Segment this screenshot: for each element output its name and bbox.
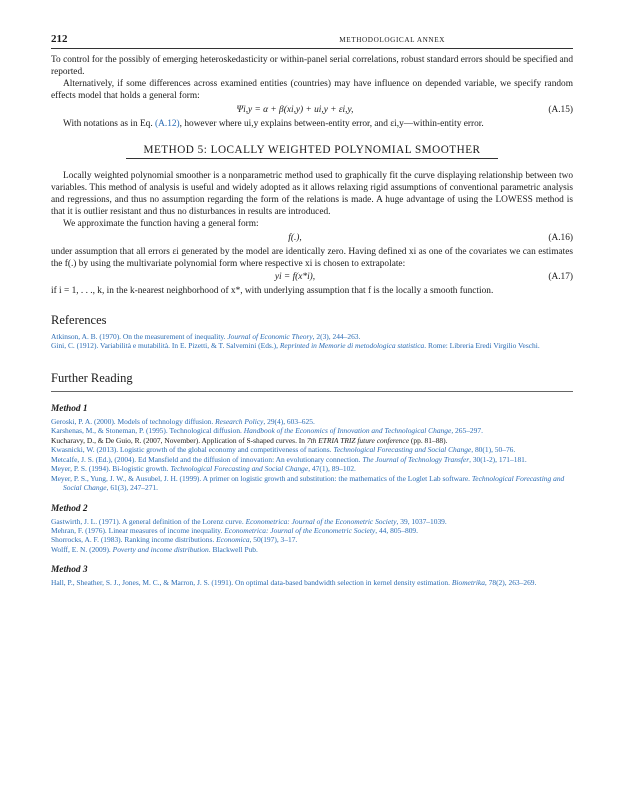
reading-rest: , 47(1), 89–102. <box>308 464 356 474</box>
reading-text: Meyer, P. S., Yung, J. W., & Ausubel, J. H. (1999). A primer on logistic growth and substitution: the mathematics of the Loglet Lab software. <box>51 473 472 483</box>
reading-rest: , 265–297. <box>451 426 483 436</box>
reading-item[interactable] <box>51 464 573 473</box>
reading-text: Kwasnicki, W. (2013). Logistic growth of the global economy and competitiveness of nations. <box>51 445 334 455</box>
reference-rest: , 2(3), 244–263. <box>312 332 361 342</box>
equation-a15 <box>51 103 573 118</box>
method5-paragraph-4: if i = 1, . . ., k, in the k-nearest neighborhood of x*, with underlying assumption that f is the locally a smooth function. <box>51 285 494 296</box>
equation-a16 <box>51 231 573 246</box>
reading-text: Geroski, P. A. (2000). Models of technology diffusion. <box>51 416 216 426</box>
equation-a16-number: (A.16) <box>548 233 573 244</box>
reading-item[interactable] <box>51 455 573 464</box>
equation-a17-expression: yi = f(x*i), <box>274 272 316 283</box>
reading-journal: Technological Forecasting and Social Change <box>333 445 472 455</box>
reading-item[interactable] <box>51 545 573 554</box>
further-reading-rule <box>51 391 573 392</box>
reading-rest: , 44, 805–809. <box>375 526 418 536</box>
reading-journal: Technological Forecasting and Social Change <box>63 473 565 493</box>
reading-item[interactable] <box>51 426 573 435</box>
running-head <box>51 33 573 47</box>
page-number: 212 <box>51 33 68 45</box>
method-2-heading: Method 2 <box>51 503 88 514</box>
equation-a17-number: (A.17) <box>548 272 573 283</box>
running-title: METHODOLOGICAL ANNEX <box>339 36 445 44</box>
equation-a16-expression: f(.), <box>288 233 302 244</box>
reading-journal: Econometrica: Journal of the Econometric Society <box>245 516 397 526</box>
reading-text: Kucharavy, D., & De Guio, R. (2007, November). Application of S-shaped curves. In <box>51 435 307 445</box>
reference-journal: Reprinted in Memorie di metodologica statistica <box>279 341 425 351</box>
reading-text: Wolff, E. N. (2009). <box>51 544 113 554</box>
reading-journal: Research Policy <box>215 416 264 426</box>
reference-text: Atkinson, A. B. (1970). On the measurement of inequality. <box>51 332 228 342</box>
reading-text: Shorrocks, A. F. (1983). Ranking income distributions. <box>51 535 217 545</box>
reading-text: Metcalfe, J. S. (Ed.), (2004). Ed Mansfield and the diffusion of innovation: An evolutionary connection. <box>51 454 363 464</box>
further-reading-heading: Further Reading <box>51 370 133 385</box>
references-heading: References <box>51 313 107 328</box>
reading-journal: The Journal of Technology Transfer <box>362 454 470 464</box>
method5-paragraph-2: We approximate the function having a general form: <box>63 219 259 230</box>
reading-item[interactable] <box>51 417 573 426</box>
reading-journal: Econometrica: Journal of the Econometric Society <box>224 526 376 536</box>
method5-title-rule <box>126 158 498 159</box>
header-rule <box>51 48 573 49</box>
intro-paragraph-2: Alternatively, if some differences across examined entities (countries) may have influence on depended variable, we specify random effects model that holds a general form: <box>51 79 573 102</box>
reading-rest: , 61(3), 247–271. <box>106 483 159 493</box>
reading-text: Meyer, P. S. (1994). Bi-logistic growth. <box>51 464 171 474</box>
reading-rest: , 80(1), 50–76. <box>471 445 516 455</box>
reading-journal: Handbook of the Economics of Innovation and Technological Change <box>243 426 452 436</box>
page <box>51 33 573 588</box>
reference-item[interactable] <box>51 341 573 350</box>
reference-item[interactable] <box>51 332 573 341</box>
intro-p3-text-end: , however where ui,y explains between-entity error, and εi,y—within-entity error. <box>179 118 484 129</box>
reading-item[interactable] <box>51 535 573 544</box>
reading-rest: , 29(4), 603–625. <box>263 416 315 426</box>
reading-text: Karshenas, M., & Stoneman, P. (1995). Technological diffusion. <box>51 426 244 436</box>
reading-rest: , 30(1-2), 171–181. <box>469 454 527 464</box>
reading-rest: , 39, 1037–1039. <box>396 516 447 526</box>
method5-paragraph-1: Locally weighted polynomial smoother is a nonparametric method used to graphically fit the curve displaying relationship between two variables. This method of analysis is useful and widely adopted as it allows relaxing rigid assumptions of conventional parametric analysis and regressions, and thus no assumption regarding the form of the relations is made. A huge advantage of using the LOWESS method is that it is outlier resistant and thus no disturbances in results are introduced. <box>51 170 573 218</box>
equation-a17 <box>51 270 573 285</box>
reading-journal: Technological Forecasting and Social Change <box>170 464 309 474</box>
reading-text: Mehran, F. (1976). Linear measures of income inequality. <box>51 526 225 536</box>
equation-a15-expression: Ψi,y = α + β(xi,y) + ui,y + εi,y, <box>236 105 354 116</box>
reading-rest: , 78(2), 263–269. <box>484 578 537 588</box>
reading-journal: Biometrika <box>451 578 485 588</box>
references-list <box>51 332 573 351</box>
reading-rest: (pp. 81–88). <box>409 435 448 445</box>
intro-p3-text-start: With notations as in Eq. <box>63 118 156 129</box>
reading-item[interactable] <box>51 526 573 535</box>
reading-item <box>51 436 573 445</box>
reference-journal: Journal of Economic Theory <box>227 332 313 342</box>
reading-item[interactable] <box>51 474 573 493</box>
method-1-heading: Method 1 <box>51 403 88 414</box>
equation-a12-link[interactable]: (A.12) <box>155 118 180 129</box>
reading-rest: . Blackwell Pub. <box>208 544 258 554</box>
method5-paragraph-3: under assumption that all errors εi generated by the model are identically zero. Having defined xi as one of the covariates we can estimates the f(.) by using the multivariate polynomial form where respective xi is chosen to extrapolate: <box>51 246 573 269</box>
intro-paragraph-1: To control for the possibly of emerging heteroskedasticity or within-panel serial correlations, robust standard errors should be specified and reported. <box>51 55 573 78</box>
reading-text: Gastwirth, J. L. (1971). A general definition of the Lorenz curve. <box>51 516 246 526</box>
reference-text: Gini, C. (1912). Variabilità e mutabilità. In E. Pizetti, & T. Salvemini (Eds.), <box>51 341 280 351</box>
reference-rest: . Rome: Libreria Eredi Virgilio Veschi. <box>424 341 540 351</box>
reading-item[interactable] <box>51 445 573 454</box>
reading-rest: , 50(197), 3–17. <box>249 535 298 545</box>
method5-title: METHOD 5: LOCALLY WEIGHTED POLYNOMIAL SMOOTHER <box>143 143 481 156</box>
reading-item[interactable] <box>51 517 573 526</box>
reading-journal: Poverty and income distribution <box>112 544 209 554</box>
reading-journal: Economica <box>216 535 250 545</box>
method-3-heading: Method 3 <box>51 565 88 576</box>
reading-journal: 7th ETRIA TRIZ future conference <box>306 435 410 445</box>
intro-paragraph-3 <box>51 118 573 130</box>
equation-a15-number: (A.15) <box>548 105 573 116</box>
reading-text: Hall, P., Sheather, S. J., Jones, M. C., & Marron, J. S. (1991). On optimal data-based bandwidth selection in kernel density estimation. <box>51 578 452 588</box>
reading-item[interactable] <box>51 578 573 587</box>
